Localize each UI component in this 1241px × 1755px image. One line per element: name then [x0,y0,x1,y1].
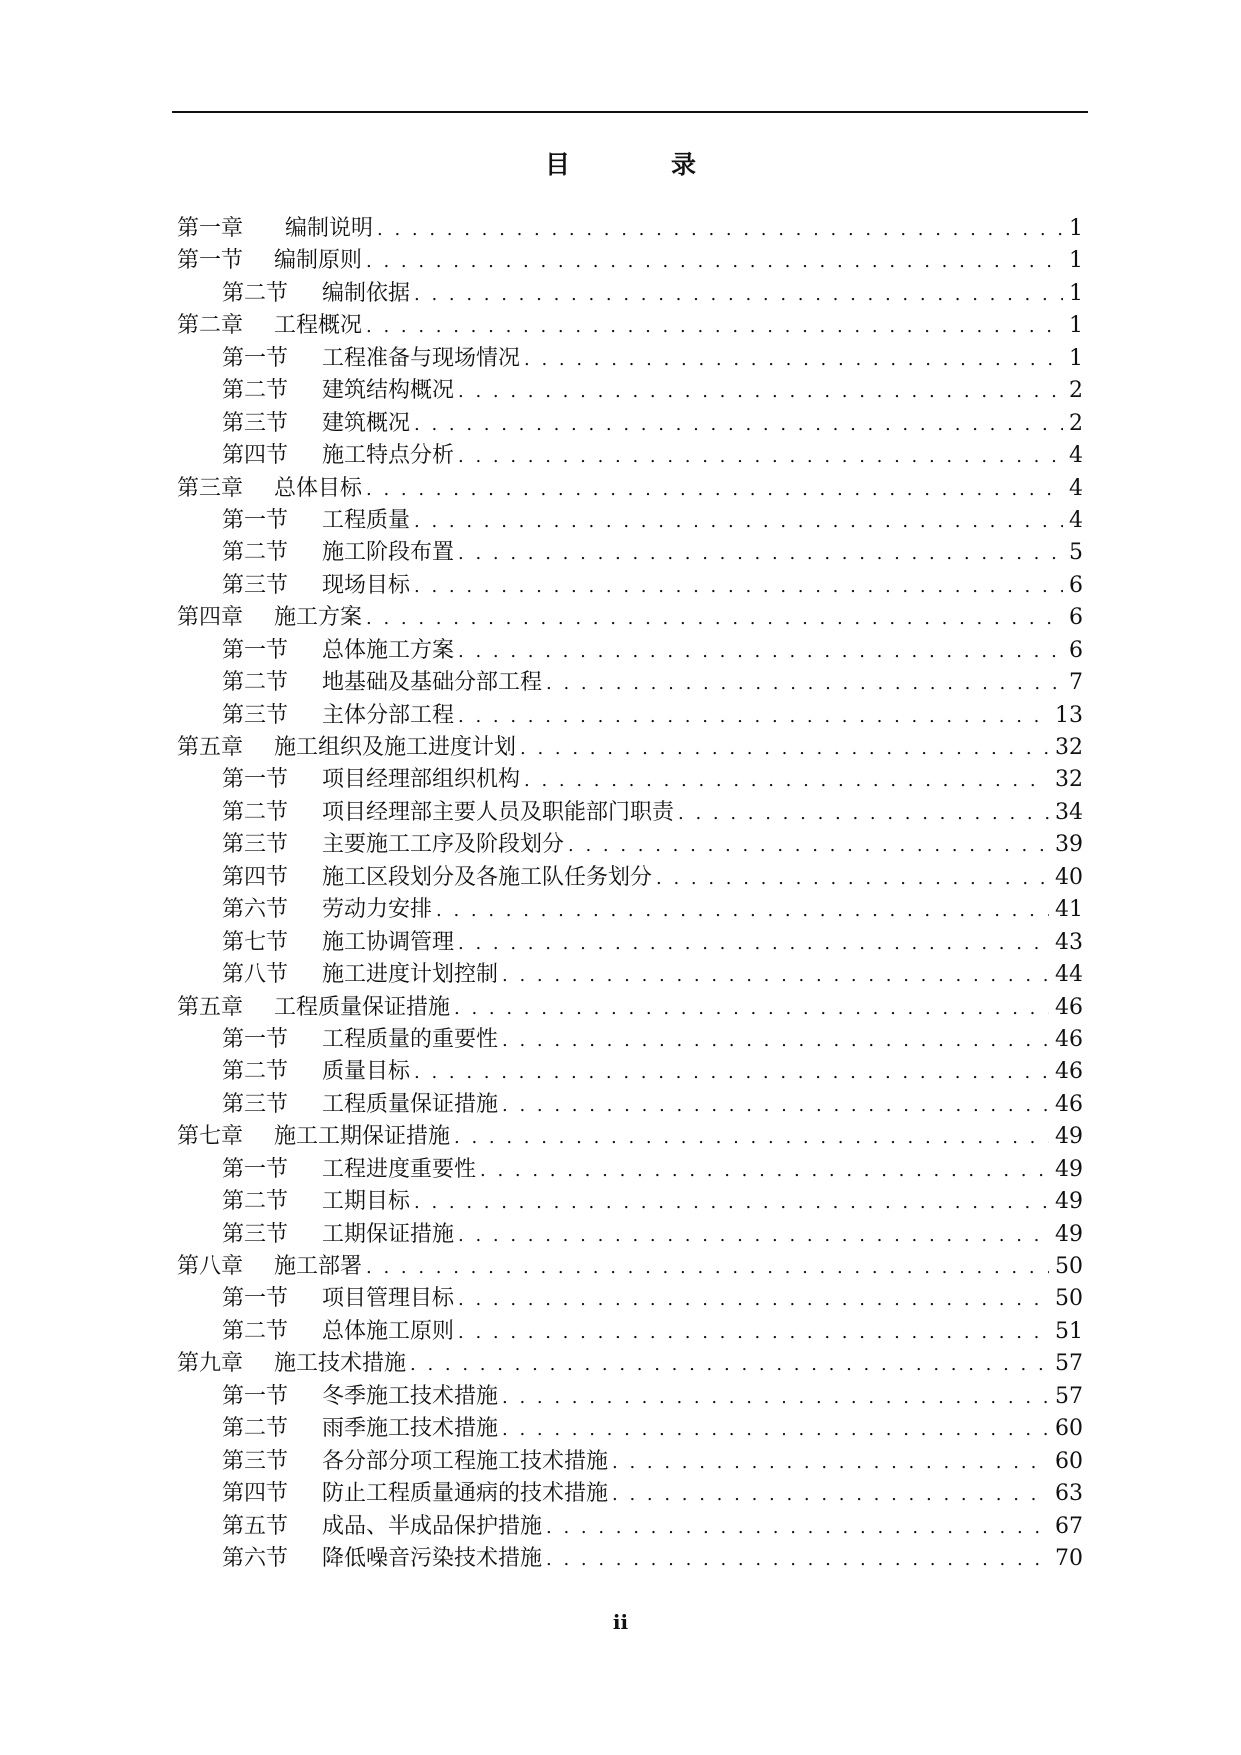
toc-entry-title: 工程进度重要性 [322,1156,477,1182]
toc-entry-page: 49 [1055,1124,1083,1150]
toc-entry[interactable] [177,1056,1083,1088]
toc-dot-leader [414,1056,1049,1088]
toc-dot-leader [612,1446,1049,1478]
toc-entry-number: 第一章 [177,216,244,241]
toc-dot-leader [414,1186,1049,1218]
toc-entry-page: 51 [1055,1318,1083,1344]
toc-entry-number: 第一节 [222,507,289,533]
toc-dot-leader [410,1348,1049,1380]
toc-entry-number: 第一节 [222,1156,289,1182]
toc-entry[interactable] [177,310,1083,342]
toc-entry-page: 2 [1069,410,1083,436]
toc-entry-page: 1 [1069,345,1083,371]
toc-entry[interactable] [177,635,1083,667]
toc-entry-title: 工程质量保证措施 [274,994,451,1020]
toc-dot-leader [436,894,1049,926]
toc-entry[interactable] [177,1543,1083,1575]
toc-entry-title: 总体施工原则 [322,1318,455,1344]
page-number-footer: ii [612,1610,629,1634]
toc-entry-title: 工程质量的重要性 [322,1026,499,1052]
toc-entry-title: 成品、半成品保护措施 [322,1513,543,1539]
toc-entry-number: 第二节 [222,280,289,306]
toc-entry-page: 32 [1055,767,1083,793]
toc-dot-leader [502,1024,1049,1056]
toc-entry-page: 46 [1055,1091,1083,1117]
toc-entry-number: 第二节 [222,378,289,404]
toc-dot-leader [480,1154,1049,1186]
toc-dot-leader [546,667,1063,699]
toc-entry-number: 第二节 [222,1318,289,1344]
toc-entry-page: 46 [1055,994,1083,1020]
toc-entry-number: 第一节 [222,345,289,371]
toc-entry[interactable] [177,570,1083,602]
toc-entry-title: 施工组织及施工进度计划 [274,735,517,760]
toc-entry[interactable] [177,1348,1083,1380]
toc-entry[interactable] [177,1154,1083,1186]
toc-dot-leader [414,570,1063,602]
toc-entry-page: 4 [1069,443,1083,469]
toc-entry-number: 第三节 [222,1221,289,1247]
toc-entry-page: 39 [1055,832,1083,858]
toc-entry-page: 49 [1055,1189,1083,1215]
toc-entry-title: 冬季施工技术措施 [322,1383,499,1409]
toc-dot-leader [458,440,1063,472]
toc-entry-title: 施工特点分析 [322,443,455,469]
toc-entry-page: 1 [1069,280,1083,306]
toc-entry-title: 降低噪音污染技术措施 [322,1545,543,1571]
toc-entry[interactable] [177,1089,1083,1121]
page-title: 目 录 [544,150,734,179]
toc-entry-title: 施工阶段布置 [322,540,455,566]
toc-entry[interactable] [177,537,1083,569]
toc-entry-number: 第八节 [222,962,289,988]
toc-entry-title: 质量目标 [322,1059,411,1085]
toc-entry-page: 41 [1055,897,1083,923]
toc-entry-page: 67 [1055,1513,1083,1539]
toc-dot-leader [656,862,1049,894]
toc-entry[interactable] [177,959,1083,991]
header-rule [172,111,1088,113]
toc-entry-title: 施工协调管理 [322,929,455,955]
toc-entry-title: 雨季施工技术措施 [322,1416,499,1442]
toc-entry-page: 7 [1069,670,1083,696]
toc-entry[interactable] [177,1186,1083,1218]
toc-entry-title: 施工部署 [274,1254,363,1279]
toc-entry-number: 第二节 [222,799,289,825]
toc-entry-page: 44 [1055,962,1083,988]
toc-dot-leader [546,1511,1049,1543]
toc-dot-leader [458,537,1063,569]
toc-entry[interactable] [177,862,1083,894]
toc-dot-leader [458,1316,1049,1348]
toc-entry-number: 第三节 [222,1448,289,1474]
toc-entry-title: 工程质量保证措施 [322,1091,499,1117]
toc-entry-page: 1 [1069,216,1083,241]
toc-entry-number: 第九章 [177,1351,244,1377]
toc-dot-leader [414,408,1063,440]
toc-dot-leader [366,602,1063,634]
toc-dot-leader [678,797,1049,829]
toc-entry-page: 60 [1055,1448,1083,1474]
toc-dot-leader [502,959,1049,991]
toc-entry-page: 50 [1055,1286,1083,1312]
toc-dot-leader [458,1219,1049,1251]
toc-dot-leader [524,343,1063,375]
toc-entry-title: 施工进度计划控制 [322,962,499,988]
toc-entry-page: 6 [1069,637,1083,663]
toc-entry-title: 各分部分项工程施工技术措施 [322,1448,609,1474]
toc-dot-leader [502,1413,1049,1445]
toc-entry-title: 施工方案 [274,605,363,631]
toc-entry-page: 34 [1055,799,1083,825]
toc-entry-page: 6 [1069,572,1083,598]
toc-entry-number: 第五章 [177,735,244,760]
toc-entry-number: 第一节 [222,767,289,793]
toc-entry[interactable] [177,732,1083,764]
toc-entry-title: 工程概况 [274,313,363,339]
toc-entry[interactable] [177,1446,1083,1478]
toc-dot-leader [458,1283,1049,1315]
toc-entry[interactable] [177,408,1083,440]
toc-entry-title: 工期目标 [322,1189,411,1215]
toc-dot-leader [458,700,1049,732]
toc-entry-title: 项目经理部组织机构 [322,767,521,793]
toc-entry-page: 49 [1055,1156,1083,1182]
toc-entry-page: 57 [1055,1351,1083,1377]
toc-entry-number: 第二节 [222,670,289,696]
toc-entry-number: 第三章 [177,475,244,501]
toc-entry-page: 43 [1055,929,1083,955]
toc-entry-number: 第八章 [177,1254,244,1279]
toc-entry-page: 4 [1069,507,1083,533]
toc-entry[interactable] [177,1121,1083,1153]
toc-entry-title: 工期保证措施 [322,1221,455,1247]
toc-entry[interactable] [177,505,1083,537]
toc-dot-leader [458,635,1063,667]
toc-entry-title: 地基础及基础分部工程 [322,670,543,696]
toc-entry[interactable] [177,1413,1083,1445]
toc-entry-title: 工程准备与现场情况 [322,345,521,371]
toc-entry[interactable] [177,245,1083,277]
toc-entry-title: 建筑概况 [322,410,411,436]
toc-entry-page: 40 [1055,864,1083,890]
toc-entry-page: 4 [1069,475,1083,501]
toc-entry-page: 1 [1069,248,1083,274]
toc-entry-page: 32 [1055,735,1083,760]
toc-entry[interactable] [177,700,1083,732]
toc-entry[interactable] [177,764,1083,796]
toc-dot-leader [454,1121,1049,1153]
toc-entry[interactable] [177,602,1083,634]
toc-entry[interactable] [177,343,1083,375]
toc-entry-page: 46 [1055,1026,1083,1052]
toc-dot-leader [366,1251,1049,1283]
toc-dot-leader [458,375,1063,407]
toc-entry-number: 第三节 [222,410,289,436]
toc-entry-page: 46 [1055,1059,1083,1085]
toc-dot-leader [366,310,1063,342]
toc-entry-number: 第七节 [222,929,289,955]
toc-entry-page: 63 [1055,1481,1083,1507]
toc-entry-page: 5 [1069,540,1083,566]
toc-entry[interactable] [177,1478,1083,1510]
toc-dot-leader [414,278,1063,310]
toc-dot-leader [502,1089,1049,1121]
toc-entry[interactable] [177,1511,1083,1543]
toc-entry-page: 57 [1055,1383,1083,1409]
toc-entry-number: 第六节 [222,1545,289,1571]
toc-entry-number: 第四节 [222,864,289,890]
toc-entry-number: 第三节 [222,1091,289,1117]
toc-entry-page: 49 [1055,1221,1083,1247]
toc-entry-number: 第二节 [222,1189,289,1215]
toc-entry-title: 施工区段划分及各施工队任务划分 [322,864,653,890]
toc-entry-title: 施工技术措施 [274,1351,407,1377]
toc-entry-number: 第一节 [222,637,289,663]
toc-entry-title: 主要施工工序及阶段划分 [322,832,565,858]
toc-entry-page: 70 [1055,1545,1083,1571]
toc-entry-number: 第三节 [222,702,289,728]
toc-entry[interactable] [177,927,1083,959]
toc-entry-title: 编制说明 [285,216,374,241]
toc-entry-title: 主体分部工程 [322,702,455,728]
toc-dot-leader [520,732,1049,764]
toc-entry-title: 总体施工方案 [322,637,455,663]
toc-entry[interactable] [177,1219,1083,1251]
toc-entry[interactable] [177,278,1083,310]
toc-entry-number: 第一节 [177,248,244,274]
toc-entry-title: 项目管理目标 [322,1286,455,1312]
toc-dot-leader [414,505,1063,537]
toc-entry[interactable] [177,440,1083,472]
toc-entry-number: 第四节 [222,443,289,469]
toc-dot-leader [612,1478,1049,1510]
toc-entry[interactable] [177,894,1083,926]
toc-entry[interactable] [177,1024,1083,1056]
table-of-contents [177,213,1083,1575]
toc-entry[interactable] [177,375,1083,407]
toc-entry-number: 第五节 [222,1513,289,1539]
toc-dot-leader [568,829,1049,861]
toc-entry[interactable] [177,992,1083,1024]
toc-entry-title: 项目经理部主要人员及职能部门职责 [322,799,675,825]
toc-entry-number: 第一节 [222,1026,289,1052]
toc-entry-title: 工程质量 [322,507,411,533]
toc-entry[interactable] [177,797,1083,829]
toc-dot-leader [454,992,1049,1024]
toc-entry-title: 编制依据 [322,280,411,306]
toc-entry-number: 第二节 [222,540,289,566]
toc-entry-number: 第五章 [177,994,244,1020]
toc-entry-number: 第二章 [177,313,244,339]
toc-entry[interactable] [177,1251,1083,1283]
toc-dot-leader [377,213,1063,245]
toc-entry-title: 总体目标 [274,475,363,501]
toc-entry-number: 第一节 [222,1383,289,1409]
toc-dot-leader [524,764,1049,796]
toc-entry-title: 建筑结构概况 [322,378,455,404]
toc-entry[interactable] [177,1316,1083,1348]
toc-entry[interactable] [177,667,1083,699]
toc-entry-page: 60 [1055,1416,1083,1442]
toc-entry-title: 防止工程质量通病的技术措施 [322,1481,609,1507]
toc-entry-number: 第二节 [222,1059,289,1085]
toc-entry-number: 第四节 [222,1481,289,1507]
toc-entry-number: 第三节 [222,572,289,598]
toc-entry[interactable] [177,829,1083,861]
toc-entry[interactable] [177,213,1083,245]
toc-entry-title: 编制原则 [274,248,363,274]
toc-entry-number: 第七章 [177,1124,244,1150]
toc-dot-leader [366,473,1063,505]
toc-dot-leader [546,1543,1049,1575]
toc-entry-page: 50 [1055,1254,1083,1279]
toc-dot-leader [502,1381,1049,1413]
toc-entry-page: 2 [1069,378,1083,404]
toc-dot-leader [366,245,1063,277]
toc-entry-number: 第二节 [222,1416,289,1442]
toc-entry-page: 1 [1069,313,1083,339]
toc-entry-page: 6 [1069,605,1083,631]
toc-entry-title: 现场目标 [322,572,411,598]
toc-entry-number: 第三节 [222,832,289,858]
toc-entry[interactable] [177,473,1083,505]
toc-entry-number: 第一节 [222,1286,289,1312]
toc-entry[interactable] [177,1381,1083,1413]
toc-entry-page: 13 [1055,702,1083,728]
toc-entry-number: 第四章 [177,605,244,631]
toc-entry[interactable] [177,1283,1083,1315]
toc-entry-number: 第六节 [222,897,289,923]
toc-entry-title: 施工工期保证措施 [274,1124,451,1150]
toc-dot-leader [458,927,1049,959]
toc-entry-title: 劳动力安排 [322,897,433,923]
